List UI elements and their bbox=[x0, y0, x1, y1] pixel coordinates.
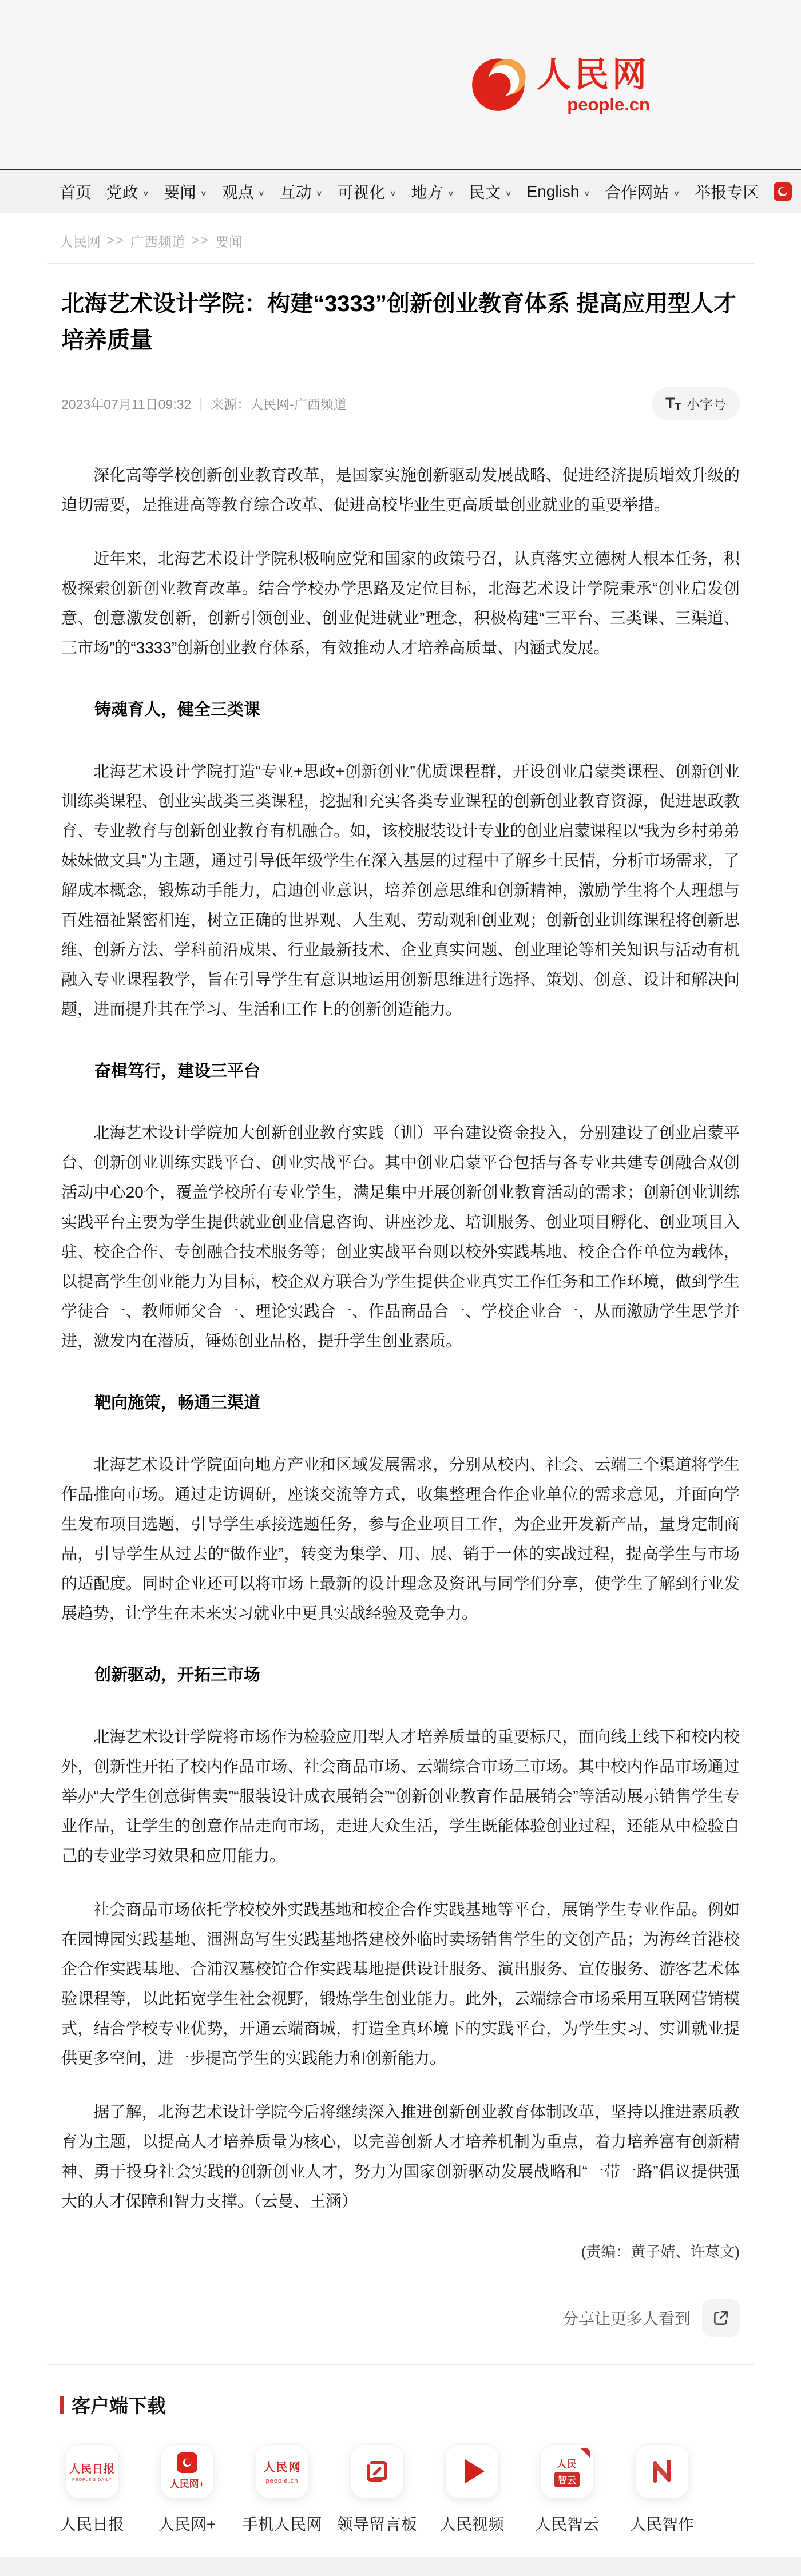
app-people-video[interactable] bbox=[440, 2444, 505, 2535]
mobile-people-app-icon: 人民网 people.cn bbox=[255, 2444, 309, 2498]
nav-item-party-gov[interactable]: 党政 ∨ bbox=[106, 184, 150, 201]
chevron-down-icon: ∨ bbox=[673, 189, 680, 197]
editor-note: (责编：黄子婧、许荩文) bbox=[581, 2243, 740, 2260]
paragraph: 北海艺术设计学院面向地方产业和区域发展需求，分别从校内、社会、云端三个渠道将学生作品推向市场。通过走访调研，座谈交流等方式，收集整理合作企业单位的需求意见，并面向学生发布项目选题，引导学生承接选题任务，参与企业项目工作，为企业开发新产品，量身定制商品，引导学生从过去的“做作业”，转变为集学、用、展、销于一体的实战过程，提高学生与市场的适配度。同时企业还可以将市场上最新的设计理念及资讯与同学们分享，使学生了解到行业发展趋势，让学生在未来实习就业中更具实战经验及竞争力。 bbox=[61, 1456, 740, 1622]
nav-item-news[interactable]: 要闻 ∨ bbox=[164, 184, 208, 201]
app-people-plus[interactable] bbox=[160, 2444, 214, 2535]
footer-band bbox=[0, 2557, 801, 2576]
breadcrumb-link-guangxi[interactable]: 广西频道 bbox=[130, 234, 186, 250]
paragraph: 深化高等学校创新创业教育改革，是国家实施创新驱动发展战略、促进经济提质增效升级的迫切需要，是推进高等教育综合改革、促进高校毕业生更高质量创业就业的重要举措。 bbox=[61, 466, 740, 514]
site-logo[interactable] bbox=[470, 54, 650, 113]
paragraph: 北海艺术设计学院将市场作为检验应用型人才培养质量的重要标尺，面向线上线下和校内校外，创新性开拓了校内作品市场、社会商品市场、云端综合市场三市场。其中校内作品市场通过举办“大学生创意街售卖”“服装设计成衣展销会”“创新创业教育作品展销会”等活动展示销售学生专业作品，让学生的创意作品走向市场，走进大众生活，学生既能体验创业过程，还能从中检验自己的专业学习效果和应用能力。 bbox=[61, 1728, 740, 1865]
section-heading: 靶向施策，畅通三渠道 bbox=[94, 1394, 261, 1412]
paragraph: 社会商品市场依托学校校外实践基地和校企合作实践基地等平台，展销学生专业作品。例如在园博园实践基地、涠洲岛写生实践基地搭建校外临时卖场销售学生的文创产品；为海丝首港校企合作实践基地、合浦汉墓校馆合作实践基地提供设计服务、演出服务、宣传服务、游客艺术体验课程等，以此拓宽学生社会视野，锻炼学生创业能力。此外，云端综合市场采用互联网营销模式，结合学校专业优势，开通云端商城，打造全真环境下的实践平台，为学生实习、实训就业提供更多空间，进一步提高学生的实践能力和创新能力。 bbox=[61, 1901, 740, 2067]
breadcrumb-separator: >> bbox=[106, 232, 125, 248]
chevron-down-icon: ∨ bbox=[257, 189, 265, 197]
site-header bbox=[0, 0, 801, 169]
app-list bbox=[60, 2444, 801, 2535]
article-source[interactable]: 来源：人民网-广西频道 bbox=[211, 397, 347, 412]
people-cn-mini-mark-icon bbox=[776, 185, 789, 198]
section-heading: 创新驱动，开拓三市场 bbox=[94, 1666, 261, 1684]
article-meta-row bbox=[61, 387, 740, 420]
share-button[interactable] bbox=[702, 2299, 740, 2337]
app-label: 人民智作 bbox=[630, 2515, 695, 2533]
chevron-down-icon: ∨ bbox=[142, 189, 150, 197]
people-zhizuo-app-icon bbox=[635, 2444, 689, 2498]
chevron-down-icon: ∨ bbox=[389, 189, 397, 197]
chevron-down-icon: ∨ bbox=[583, 189, 590, 197]
people-plus-badge-icon bbox=[177, 2452, 197, 2473]
app-label: 人民智云 bbox=[535, 2515, 600, 2533]
people-plus-app-icon: 人民网+ bbox=[160, 2444, 214, 2498]
app-people-zhiyun[interactable] bbox=[535, 2444, 600, 2535]
download-title-row bbox=[60, 2391, 801, 2418]
people-video-app-icon bbox=[445, 2444, 499, 2498]
app-label: 人民日报 bbox=[60, 2515, 125, 2533]
font-size-icon: T T bbox=[665, 395, 681, 412]
breadcrumb-link-people[interactable]: 人民网 bbox=[60, 234, 101, 250]
paragraph: 近年来，北海艺术设计学院积极响应党和国家的政策号召，认真落实立德树人根本任务，积极探索创新创业教育改革。结合学校办学思路及定位目标，北海艺术设计学院秉承“创业启发创意、创意激发创新，创新引领创业、创业促进就业”理念，积极构建“三平台、三类课、三渠道、三市场”的“3333”创新创业教育体系，有效推动人才培养高质量、内涵式发展。 bbox=[61, 550, 740, 657]
nav-item-home[interactable]: 首页 bbox=[60, 184, 92, 201]
app-people-daily[interactable] bbox=[60, 2444, 125, 2535]
play-icon bbox=[465, 2459, 485, 2483]
nav-item-partners[interactable]: 合作网站 ∨ bbox=[605, 184, 680, 201]
nav-item-visualization[interactable]: 可视化 ∨ bbox=[337, 184, 397, 201]
chevron-down-icon: ∨ bbox=[315, 189, 323, 197]
people-cn-logo-icon bbox=[470, 54, 530, 113]
article-body bbox=[61, 460, 740, 2216]
nav-item-minority-lang[interactable]: 民文 ∨ bbox=[469, 184, 513, 201]
logo-text-en: people.cn bbox=[567, 94, 650, 114]
paragraph: 北海艺术设计学院加大创新创业教育实践（训）平台建设资金投入，分别建设了创业启蒙平台、创新创业训练实践平台、创业实战平台。其中创业启蒙平台包括与各专业共建专创融合双创活动中心20个，覆盖学校所有专业学生，满足集中开展创新创业教育活动的需求；创新创业训练实践平台主要为学生提供就业创业信息咨询、讲座沙龙、培训服务、创业项目孵化、创业项目入驻、校企合作、专创融合技术服务等；创业实战平台则以校外实践基地、校企合作单位为载体，以提高学生创业能力为目标，校企双方联合为学生提供企业真实工作任务和工作环境，做到学生学徒合一、教师师父合一、理论实践合一、作品商品合一、学校企业合一，从而激励学生思学并进，激发内在潜质，锤炼创业品格，提升学生创业素质。 bbox=[61, 1124, 740, 1350]
nav-item-report-zone[interactable]: 举报专区 bbox=[695, 184, 759, 201]
meta-divider: | bbox=[199, 396, 203, 411]
nav-item-interaction[interactable]: 互动 ∨ bbox=[279, 184, 323, 201]
share-row bbox=[61, 2299, 740, 2337]
app-mobile-people[interactable] bbox=[242, 2444, 323, 2535]
n-logo-icon bbox=[647, 2456, 677, 2486]
people-daily-app-icon: 人民日报 PEOPLE'S DAILY bbox=[65, 2444, 119, 2498]
nav-item-local[interactable]: 地方 ∨ bbox=[411, 184, 455, 201]
chevron-down-icon: ∨ bbox=[200, 189, 208, 197]
people-zhiyun-app-icon: 人民 智云 bbox=[540, 2444, 594, 2498]
app-label: 领导留言板 bbox=[337, 2515, 418, 2533]
app-label: 人民网+ bbox=[158, 2515, 216, 2533]
section-accent-bar bbox=[60, 2396, 64, 2414]
logo-text-cn: 人民网 bbox=[537, 56, 650, 94]
client-download-section bbox=[60, 2391, 801, 2535]
app-people-zhizuo[interactable] bbox=[630, 2444, 695, 2535]
paragraph: 据了解，北海艺术设计学院今后将继续深入推进创新创业教育体制改革，坚持以推进素质教育为主题，以提高人才培养质量为核心，以完善创新人才培养机制为重点，着力培养富有创新精神、勇于投身社会实践的创新创业人才，努力为国家创新驱动发展战略和“一带一路”倡议提供强大的人才保障和智力支撑。（云曼、王涵） bbox=[61, 2103, 740, 2210]
paragraph: 北海艺术设计学院打造“专业+思政+创新创业”优质课程群，开设创业启蒙类课程、创新创业训练类课程、创业实战类三类课程，挖掘和充实各类专业课程的创新创业教育资源，促进思政教育、专业教育与创新创业教育有机融合。如，该校服装设计专业的创业启蒙课程以“我为乡村弟弟妹妹做文具”为主题，通过引导低年级学生在深入基层的过程中了解乡土民情，分析市场需求，了解成本概念，锻炼动手能力，启迪创业意识，培养创意思维和创新精神，激励学生将个人理想与百姓福祉紧密相连，树立正确的世界观、人生观、劳动观和创业观；创新创业训练课程将创新思维、创新方法、学科前沿成果、行业最新技术、企业真实问题、创业理论等相关知识与活动有机融入专业课程教学，旨在引导学生有意识地运用创新思维进行选择、策划、创意、设计和解决问题，进而提升其在学习、生活和工作上的创新创造能力。 bbox=[61, 762, 740, 1018]
download-section-title: 客户端下载 bbox=[72, 2395, 166, 2416]
chevron-down-icon: ∨ bbox=[505, 189, 513, 197]
breadcrumb-separator: >> bbox=[191, 232, 210, 248]
article-card bbox=[47, 263, 754, 2365]
article-meta bbox=[61, 394, 347, 413]
share-label: 分享让更多人看到 bbox=[562, 2310, 691, 2328]
article-title: 北海艺术设计学院：构建“3333”创新创业教育体系 提高应用型人才培养质量 bbox=[61, 291, 737, 353]
breadcrumb bbox=[60, 230, 801, 251]
leader-message-board-app-icon bbox=[350, 2444, 404, 2498]
section-heading: 奋楫笃行，建设三平台 bbox=[94, 1062, 261, 1080]
share-icon bbox=[712, 2309, 730, 2327]
people-app-icon[interactable] bbox=[774, 182, 792, 201]
corner-flag-icon bbox=[581, 2448, 590, 2458]
app-label: 人民视频 bbox=[440, 2515, 505, 2533]
nav-item-english[interactable]: English ∨ bbox=[526, 182, 590, 200]
font-size-button[interactable] bbox=[652, 387, 740, 420]
main-nav bbox=[0, 170, 801, 213]
font-size-label: 小字号 bbox=[687, 397, 726, 412]
breadcrumb-link-yaowen[interactable]: 要闻 bbox=[215, 234, 243, 250]
publish-datetime: 2023年07月11日09:32 bbox=[61, 397, 192, 412]
chevron-down-icon: ∨ bbox=[447, 189, 455, 197]
app-label: 手机人民网 bbox=[242, 2515, 323, 2533]
section-heading: 铸魂育人，健全三类课 bbox=[94, 701, 261, 719]
nav-item-opinion[interactable]: 观点 ∨ bbox=[221, 184, 265, 201]
app-leader-message-board[interactable] bbox=[337, 2444, 418, 2535]
